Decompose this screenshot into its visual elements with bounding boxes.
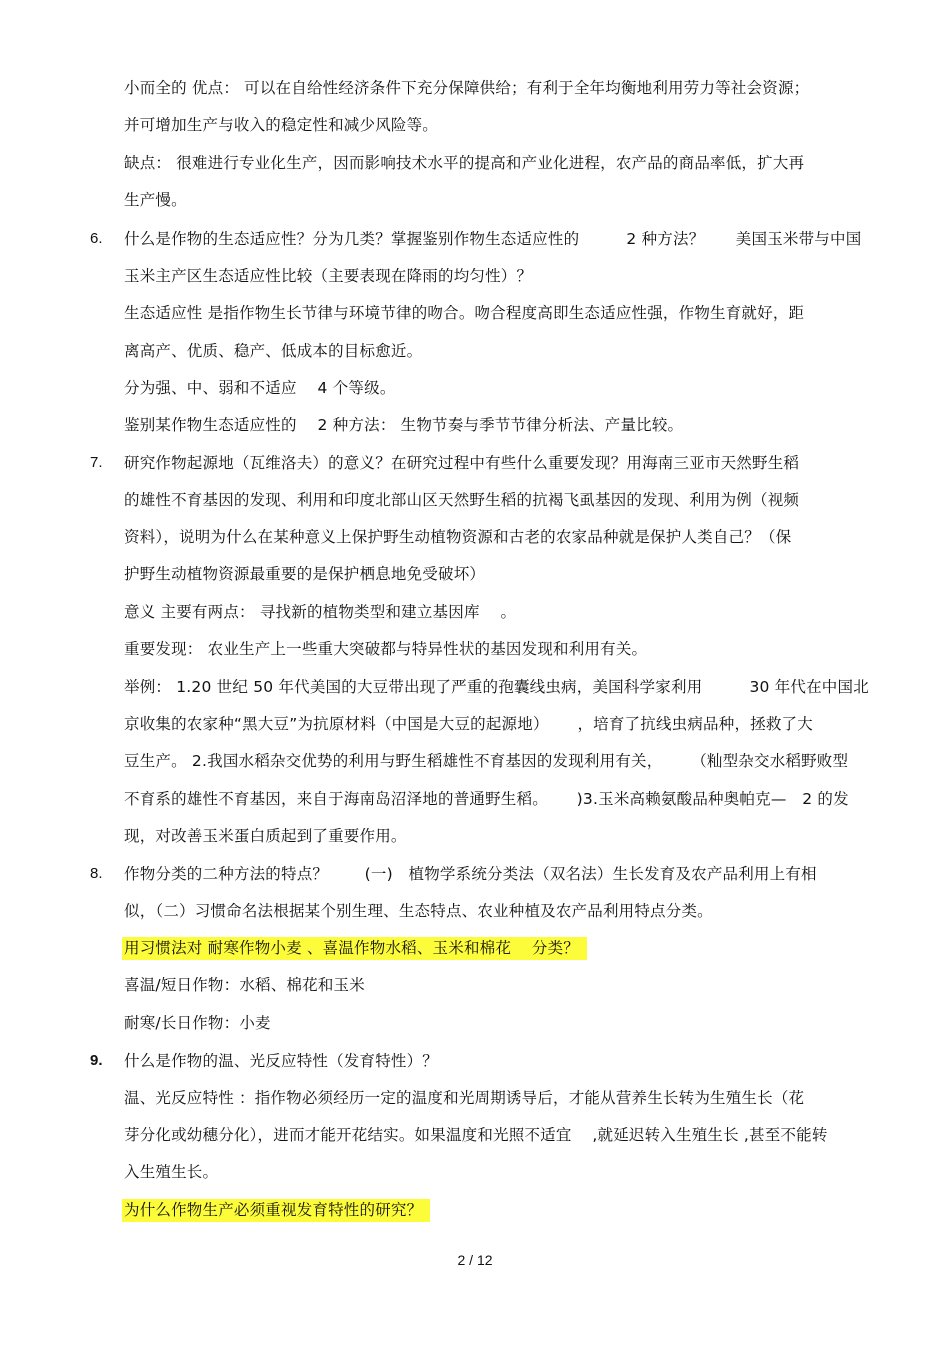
highlight: 为什么作物生产必须重视发育特性的研究？ bbox=[122, 1199, 430, 1222]
text-line: 芽分化或幼穗分化），进而才能开花结实。如果温度和光照不适宜 ,就延迟转入生殖生长 ,甚至不能转 bbox=[124, 1126, 828, 1144]
text-line: 京收集的农家种“黑大豆”为抗原材料（中国是大豆的起源地） ，培育了抗线虫病品种，拯救了大 bbox=[124, 715, 813, 733]
question-line: 什么是作物的生态适应性？分为几类？掌握鉴别作物生态适应性的 2 种方法？ 美国玉米带与中国 bbox=[124, 230, 862, 248]
question-line: 什么是作物的温、光反应特性（发育特性）？ bbox=[124, 1052, 439, 1070]
highlighted-question bbox=[124, 1198, 430, 1222]
text-line: 缺点： 很难进行专业化生产，因而影响技术水平的提高和产业化进程，农产品的商品率低，扩大再 bbox=[124, 154, 805, 172]
text-line: 喜温/短日作物：水稻、棉花和玉米 bbox=[124, 976, 365, 994]
question-line: 的雄性不育基因的发现、利用和印度北部山区天然野生稻的抗褐飞虱基因的发现、利用为例（视频 bbox=[124, 491, 800, 509]
question-line: 玉米主产区生态适应性比较（主要表现在降雨的均匀性）？ bbox=[124, 267, 533, 285]
text-line: 举例： 1.20 世纪 50 年代美国的大豆带出现了严重的孢囊线虫病，美国科学家利用 30 年代在中国北 bbox=[124, 678, 869, 696]
text-line: 小而全的 优点： 可以在自给性经济条件下充分保障供给；有利于全年均衡地利用劳力等社会资源； bbox=[124, 79, 810, 97]
text-line: 温、光反应特性 ：指作物必须经历一定的温度和光周期诱导后，才能从营养生长转为生殖生长（花 bbox=[124, 1089, 805, 1107]
text-line: 不育系的雄性不育基因，来自于海南岛沼泽地的普通野生稻。 )3.玉米高赖氨酸品种奥帕克— 2 的发 bbox=[124, 790, 849, 808]
text-line: 耐寒/长日作物：小麦 bbox=[124, 1014, 271, 1032]
question-line: 研究作物起源地（瓦维洛夫）的意义？在研究过程中有些什么重要发现？用海南三亚市天然野生稻 bbox=[124, 454, 800, 472]
page-number: 2 / 12 bbox=[457, 1252, 493, 1268]
item-number: 8. bbox=[90, 865, 103, 882]
text-line: 鉴别某作物生态适应性的 2 种方法： 生物节奏与季节节律分析法、产量比较。 bbox=[124, 416, 684, 434]
item-number: 7. bbox=[90, 454, 103, 471]
item-number: 9. bbox=[90, 1052, 103, 1069]
question-line: 资料），说明为什么在某种意义上保护野生动植物资源和古老的农家品种就是保护人类自己？（保 bbox=[124, 528, 792, 546]
text-line: 并可增加生产与收入的稳定性和减少风险等。 bbox=[124, 116, 439, 134]
text-line: 现，对改善玉米蛋白质起到了重要作用。 bbox=[124, 827, 407, 845]
text-line: 重要发现： 农业生产上一些重大突破都与特异性状的基因发现和利用有关。 bbox=[124, 640, 648, 658]
text-line: 生态适应性 是指作物生长节律与环境节律的吻合。吻合程度高即生态适应性强，作物生育就好，距 bbox=[124, 304, 805, 322]
question-line: 作物分类的二种方法的特点？ (一) 植物学系统分类法（双名法）生长发育及农产品利用上有相 bbox=[124, 865, 817, 883]
text-line: 生产慢。 bbox=[124, 191, 187, 209]
text-line: 似，（二）习惯命名法根据某个别生理、生态特点、农业种植及农产品利用特点分类。 bbox=[124, 902, 713, 920]
question-line: 护野生动植物资源最重要的是保护栖息地免受破坏） bbox=[124, 565, 486, 583]
text-line: 豆生产。 2.我国水稻杂交优势的利用与野生稻雄性不育基因的发现利用有关， （籼型杂交水稻野败型 bbox=[124, 752, 849, 770]
text-line: 意义 主要有两点： 寻找新的植物类型和建立基因库 。 bbox=[124, 603, 517, 621]
text-line: 入生殖生长。 bbox=[124, 1163, 219, 1181]
item-number: 6. bbox=[90, 230, 103, 247]
highlight: 用习惯法对 耐寒作物小麦 、喜温作物水稻、玉米和棉花 分类？ bbox=[122, 937, 587, 960]
highlighted-question bbox=[124, 936, 587, 960]
text-line: 分为强、中、弱和不适应 4 个等级。 bbox=[124, 379, 396, 397]
text-line: 离高产、优质、稳产、低成本的目标愈近。 bbox=[124, 342, 423, 360]
